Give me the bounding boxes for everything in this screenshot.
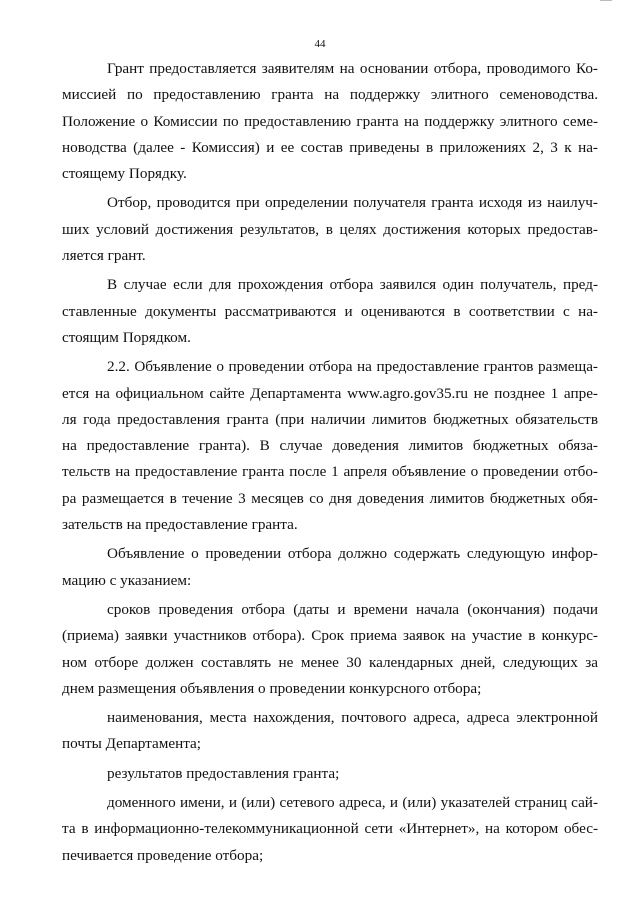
text-line: В случае если для прохождения отбора заявился один получатель, пред- — [107, 276, 598, 294]
text-line: Положение о Комиссии по предоставлению гранта на поддержку элитного семе- — [62, 112, 598, 130]
text-line: тельств на предоставление гранта после 1 апреля объявление о проведении отбо- — [62, 463, 598, 481]
text-line: ра размещается в течение 3 месяцев со дня доведения лимитов бюджетных обя- — [62, 489, 598, 507]
text-line: стоящим Порядком. — [62, 328, 191, 346]
text-line: ставленные документы рассматриваются и оцениваются в соответствии с на- — [62, 302, 598, 320]
document-body — [62, 56, 598, 869]
text-line: Грант предоставляется заявителям на основании отбора, проводимого Ко- — [107, 60, 598, 77]
text-line: (приема) заявки участников отбора). Срок приема заявок на участие в конкурс- — [62, 627, 598, 645]
text-line: зательств на предоставление гранта. — [62, 516, 298, 534]
text-line: днем размещения объявления о проведении конкурсного отбора; — [62, 679, 482, 697]
text-line: ших условий достижения результатов, в целях достижения которых предостав- — [62, 220, 598, 238]
text-line: 2.2. Объявление о проведении отбора на предоставление грантов размеща- — [107, 358, 598, 376]
text-line: доменного имени, и (или) сетевого адреса, и (или) указателей страниц сай- — [107, 794, 598, 812]
text-line: та в информационно-телекоммуникационной сети «Интернет», на котором обес- — [62, 820, 598, 838]
text-line: почты Департамента; — [62, 735, 201, 753]
text-line: миссией по предоставлению гранта на поддержку элитного семеноводства. — [62, 86, 598, 104]
text-line: сроков проведения отбора (даты и времени начала (окончания) подачи — [107, 600, 598, 618]
scan-corner-mark — [600, 0, 612, 3]
text-line: ется на официальном сайте Департамента www.agro.gov35.ru не позднее 1 апре- — [62, 384, 598, 402]
text-line: мацию с указанием: — [62, 571, 192, 589]
text-line: ном отборе должен составлять не менее 30 календарных дней, следующих за — [62, 653, 598, 671]
text-line: ляется грант. — [62, 247, 146, 265]
text-line: на предоставление гранта). В случае доведения лимитов бюджетных обяза- — [62, 437, 598, 455]
text-line: Объявление о проведении отбора должно содержать следующую инфор- — [107, 545, 598, 563]
text-line: Отбор, проводится при определении получателя гранта исходя из наилуч- — [107, 194, 598, 212]
text-line: печивается проведение отбора; — [62, 846, 264, 864]
text-line: ля года предоставления гранта (при наличии лимитов бюджетных обязательств — [62, 410, 598, 428]
text-line: новодства (далее - Комиссия) и ее состав приведены в приложениях 2, 3 к на- — [62, 138, 598, 156]
text-line: стоящему Порядку. — [62, 165, 187, 183]
page-number: 44 — [314, 38, 326, 50]
text-line: результатов предоставления гранта; — [107, 764, 340, 782]
text-line: наименования, места нахождения, почтового адреса, адреса электронной — [107, 709, 598, 727]
